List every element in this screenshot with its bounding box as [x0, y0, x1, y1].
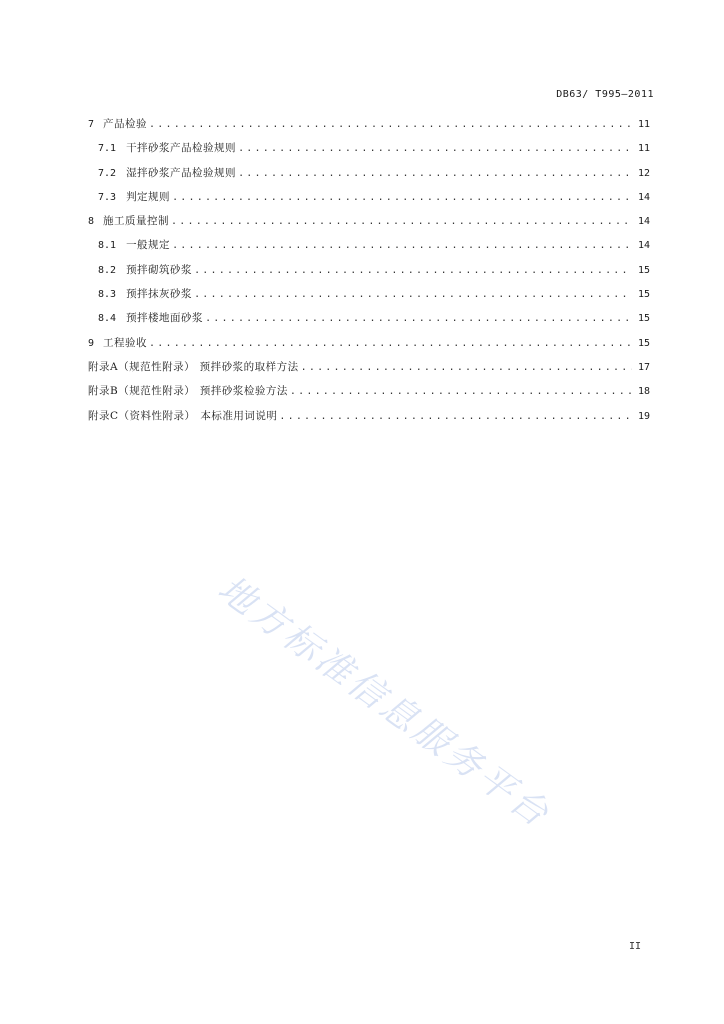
- toc-appendix-entry[interactable]: [88, 360, 650, 384]
- standard-code-header: DB63/ T995—2011: [556, 89, 654, 100]
- page-number: II: [628, 941, 641, 952]
- toc-leader-dots: [238, 142, 632, 156]
- toc-leader-dots: [172, 239, 632, 253]
- toc-entry-title: 干拌砂浆产品检验规则: [126, 142, 237, 155]
- toc-leader-dots: [194, 288, 632, 302]
- appendix-label: 附录C（资料性附录）: [88, 409, 196, 422]
- watermark: 地方标准信息服务平台: [210, 568, 559, 837]
- appendix-label: 附录A（规范性附录）: [88, 360, 196, 373]
- toc-entry-page: 19: [637, 410, 650, 422]
- table-of-contents: [88, 117, 650, 433]
- toc-appendix-entry[interactable]: [88, 384, 650, 408]
- toc-entry-number: 8.3: [98, 289, 117, 301]
- toc-entry-number: 7.2: [98, 167, 117, 179]
- toc-entry-page: 11: [637, 119, 650, 130]
- toc-entry[interactable]: [88, 141, 650, 165]
- appendix-title: 预拌砂浆检验方法: [199, 385, 288, 398]
- toc-entry-title: 工程验收: [103, 336, 148, 349]
- toc-leader-dots: [149, 337, 632, 351]
- toc-entry[interactable]: [88, 311, 650, 335]
- toc-entry-number: 7.1: [98, 143, 117, 155]
- toc-entry-page: 14: [637, 216, 650, 228]
- toc-entry-number: 8.1: [98, 240, 117, 252]
- toc-entry-title: 预拌砌筑砂浆: [126, 263, 193, 276]
- toc-leader-dots: [205, 312, 632, 326]
- toc-entry[interactable]: [88, 238, 650, 262]
- toc-entry-number: 7.3: [98, 191, 117, 203]
- toc-entry-page: 17: [637, 361, 650, 373]
- toc-entry-number: 7: [88, 119, 95, 130]
- toc-entry-title: 判定规则: [126, 190, 171, 203]
- toc-entry-page: 15: [637, 289, 650, 301]
- toc-leader-dots: [149, 118, 632, 132]
- toc-entry-number: 9: [88, 337, 95, 349]
- toc-entry[interactable]: [88, 190, 650, 214]
- toc-entry[interactable]: [88, 336, 650, 360]
- toc-entry-title: 一般规定: [126, 239, 171, 252]
- toc-entry-page: 15: [637, 337, 650, 349]
- toc-entry-title: 预拌楼地面砂浆: [126, 312, 204, 325]
- toc-entry[interactable]: [88, 263, 650, 287]
- toc-leader-dots: [301, 361, 632, 375]
- toc-leader-dots: [238, 167, 632, 181]
- toc-entry[interactable]: [88, 117, 650, 141]
- toc-entry-title: 施工质量控制: [103, 215, 170, 228]
- toc-entry[interactable]: [88, 287, 650, 311]
- toc-entry-title: 预拌抹灰砂浆: [126, 288, 193, 301]
- toc-entry-page: 14: [637, 191, 650, 203]
- toc-entry-number: 8.2: [98, 264, 117, 276]
- toc-entry[interactable]: [88, 214, 650, 238]
- toc-appendix-entry[interactable]: [88, 409, 650, 433]
- toc-entry-title: 湿拌砂浆产品检验规则: [126, 166, 237, 179]
- toc-entry-number: 8: [88, 216, 95, 228]
- toc-leader-dots: [279, 410, 632, 424]
- toc-entry-title: 产品检验: [103, 118, 148, 130]
- appendix-title: 本标准用词说明: [200, 409, 278, 422]
- toc-entry-page: 18: [637, 386, 650, 398]
- toc-entry-number: 8.4: [98, 313, 117, 325]
- toc-entry[interactable]: [88, 166, 650, 190]
- toc-entry-page: 11: [637, 143, 650, 155]
- toc-entry-page: 15: [637, 313, 650, 325]
- toc-leader-dots: [171, 215, 632, 229]
- toc-entry-page: 14: [637, 240, 650, 252]
- appendix-label: 附录B（规范性附录）: [88, 385, 196, 398]
- toc-leader-dots: [172, 191, 632, 205]
- toc-leader-dots: [194, 264, 632, 278]
- toc-entry-page: 12: [637, 167, 650, 179]
- appendix-title: 预拌砂浆的取样方法: [199, 360, 299, 373]
- toc-entry-page: 15: [637, 264, 650, 276]
- toc-leader-dots: [290, 385, 632, 399]
